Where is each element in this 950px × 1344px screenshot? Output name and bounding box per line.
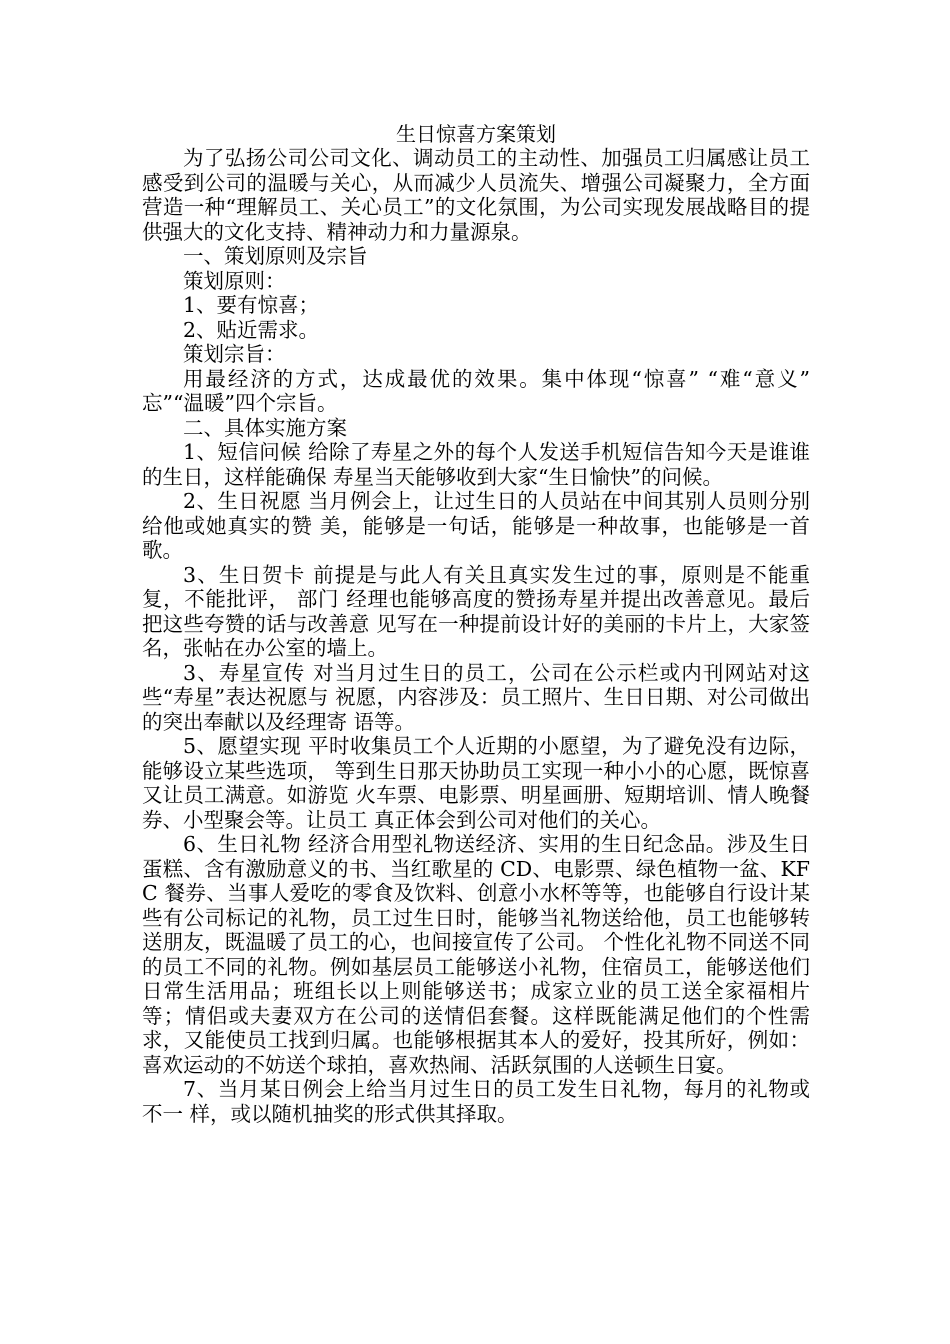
plan-item-sms: 1、短信问候 给除了寿星之外的每个人发送手机短信告知今天是谁谁的生日，这样能确保 寿星当天能够收到大家“生日愉快”的问候。 bbox=[142, 440, 810, 489]
document-page bbox=[142, 122, 810, 1126]
plan-item-wish-fulfillment: 5、愿望实现 平时收集员工个人近期的小愿望，为了避免没有边际，能够设立某些选项， 等到生日那天协助员工实现一种小小的心愿，既惊喜又让员工满意。如游览 火车票、电影票、明星画册、短期培训、情人晚餐券、小型聚会等。让员工 真正体会到公司对他们的关心。 bbox=[142, 734, 810, 832]
plan-item-gift: 6、生日礼物 经济合用型礼物送经济、实用的生日纪念品。涉及生日蛋糕、含有激励意义的书、当红歌星的 CD、电影票、绿色植物一盆、KFC 餐券、当事人爱吃的零食及饮料、创意小水杯等等，也能够自行设计某些有公司标记的礼物，员工过生日时，能够当礼物送给他，员工也能够转送朋友，既温暖了员工的心，也间接宣传了公司。 个性化礼物不同送不同的员工不同的礼物。例如基层员工能够送小礼物，住宿员工，能够送他们日常生活用品；班组长以上则能够送书；成家立业的员工送全家福相片等；情侣或夫妻双方在公司的送情侣套餐。这样既能满足他们的个性需求，又能使员工找到归属。也能够根据其本人的爱好，投其所好，例如：喜欢运动的不妨送个球拍，喜欢热闹、活跃氛围的人送顿生日宴。 bbox=[142, 832, 810, 1077]
plan-item-card: 3、生日贺卡 前提是与此人有关且真实发生过的事，原则是不能重复，不能批评， 部门 经理也能够高度的赞扬寿星并提出改善意见。最后把这些夸赞的话与改善意 见写在一种提前设计好的美丽的卡片上，大家签名，张帖在办公室的墙上。 bbox=[142, 562, 810, 660]
document-title: 生日惊喜方案策划 bbox=[396, 122, 556, 146]
plan-item-wishes: 2、生日祝愿 当月例会上，让过生日的人员站在中间其别人员则分别给他或她真实的赞 美，能够是一句话，能够是一种故事，也能够是一首歌。 bbox=[142, 489, 810, 562]
intro-paragraph: 为了弘扬公司公司文化、调动员工的主动性、加强员工归属感让员工感受到公司的温暖与关心，从而减少人员流失、增强公司凝聚力，全方面营造一种“理解员工、关心员工”的文化氛围，为公司实现发展战略目的提供强大的文化支持、精神动力和力量源泉。 bbox=[142, 146, 810, 244]
principle-item-1: 1、要有惊喜； bbox=[183, 293, 320, 317]
purpose-paragraph: 用最经济的方式，达成最优的效果。集中体现“惊喜” “难“意义” 忘”“温暖”四个宗旨。 bbox=[142, 366, 810, 415]
section-heading-principles: 一、策划原则及宗旨 bbox=[183, 244, 368, 268]
purpose-label: 策划宗旨： bbox=[183, 342, 286, 366]
principles-label: 策划原则： bbox=[183, 268, 286, 293]
plan-item-promotion: 3、寿星宣传 对当月过生日的员工，公司在公示栏或内刊网站对这些“寿星”表达祝愿与 祝愿，内容涉及：员工照片、生日日期、对公司做出的突出奉献以及经理寄 语等。 bbox=[142, 660, 810, 734]
plan-item-monthly-meeting: 7、当月某日例会上给当月过生日的员工发生日礼物，每月的礼物或不一 样，或以随机抽奖的形式供其择取。 bbox=[142, 1077, 810, 1126]
principle-item-2: 2、贴近需求。 bbox=[183, 317, 320, 342]
section-heading-implementation: 二、具体实施方案 bbox=[183, 415, 347, 440]
